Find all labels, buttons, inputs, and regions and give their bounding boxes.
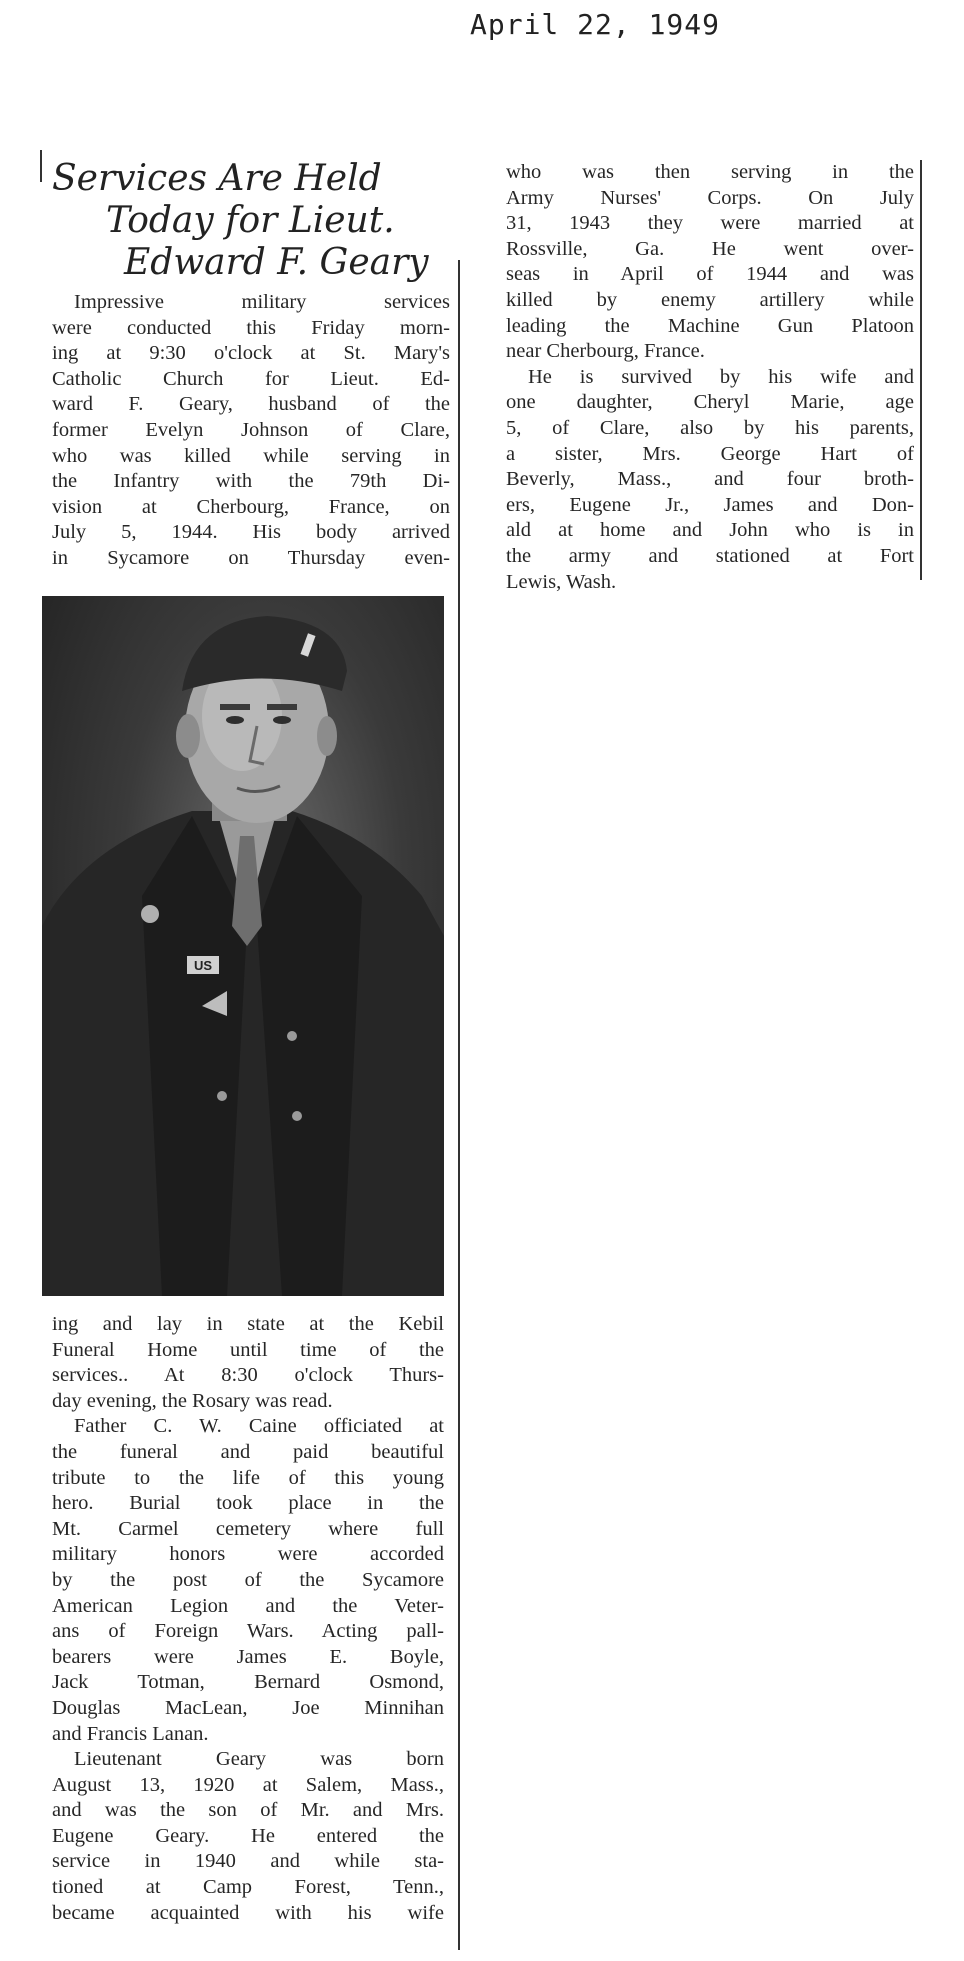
article-text-line: ers, Eugene Jr., James and Don- xyxy=(506,493,914,516)
date-stamp: April 22, 1949 xyxy=(470,8,721,41)
article-text-line: Douglas MacLean, Joe Minnihan xyxy=(52,1696,444,1719)
article-text-line: 31, 1943 they were married at xyxy=(506,212,914,235)
article-text-line: a sister, Mrs. George Hart of xyxy=(506,442,914,465)
article-text-line: August 13, 1920 at Salem, Mass., xyxy=(52,1773,444,1796)
article-text-line: Lieutenant Geary was born xyxy=(74,1748,444,1771)
article-text-line: ald at home and John who is in xyxy=(506,519,914,542)
article-text-line: ans of Foreign Wars. Acting pall- xyxy=(52,1620,444,1643)
headline xyxy=(48,158,458,284)
article-text-line: by the post of the Sycamore xyxy=(52,1568,444,1591)
article-text-line: tribute to the life of this young xyxy=(52,1466,444,1489)
collar-insignia-text: US xyxy=(193,958,213,973)
article-text-line: Mt. Carmel cemetery where full xyxy=(52,1517,444,1540)
article-text-line: ing and lay in state at the Kebil xyxy=(52,1313,444,1335)
article-column-right xyxy=(506,160,914,595)
article-text-line: the Infantry with the 79th Di- xyxy=(52,470,450,493)
column-rule-left-edge xyxy=(40,150,42,182)
article-text-line: July 5, 1944. His body arrived xyxy=(52,521,450,544)
article-text-line: Catholic Church for Lieut. Ed- xyxy=(52,367,450,390)
article-text-line: one daughter, Cheryl Marie, age xyxy=(506,391,914,414)
article-text-line: and was the son of Mr. and Mrs. xyxy=(52,1799,444,1822)
article-text-line: Rossville, Ga. He went over- xyxy=(506,237,914,260)
article-text-line: American Legion and the Veter- xyxy=(52,1594,444,1617)
article-text-line: were conducted this Friday morn- xyxy=(52,316,450,339)
article-text-line: Eugene Geary. He entered the xyxy=(52,1824,444,1847)
article-text-line: became acquainted with his wife xyxy=(52,1901,444,1924)
article-text-line: Beverly, Mass., and four broth- xyxy=(506,468,914,491)
article-text-line: Funeral Home until time of the xyxy=(52,1338,444,1361)
article-text-line: 5, of Clare, also by his parents, xyxy=(506,416,914,439)
article-text-line: bearers were James E. Boyle, xyxy=(52,1645,444,1668)
article-text-line: ing at 9:30 o'clock at St. Mary's xyxy=(52,342,450,365)
article-text-line: who was killed while serving in xyxy=(52,444,450,467)
article-text-line: tioned at Camp Forest, Tenn., xyxy=(52,1876,444,1899)
article-text-line: who was then serving in the xyxy=(506,161,914,183)
article-text-line: killed by enemy artillery while xyxy=(506,288,914,311)
soldier-portrait-illustration xyxy=(42,596,444,1296)
article-column-left-top xyxy=(52,290,450,572)
headline-line-2: Today for Lieut. xyxy=(106,200,395,241)
article-text-line: Army Nurses' Corps. On July xyxy=(506,186,914,209)
article-text-line: Jack Totman, Bernard Osmond, xyxy=(52,1671,444,1694)
article-text-line: Lewis, Wash. xyxy=(506,570,617,593)
article-text-line: services.. At 8:30 o'clock Thurs- xyxy=(52,1364,444,1387)
article-text-line: service in 1940 and while sta- xyxy=(52,1850,444,1873)
headline-line-3: Edward F. Geary xyxy=(124,242,429,283)
article-column-left-bottom xyxy=(52,1312,444,1926)
article-text-line: the army and stationed at Fort xyxy=(506,544,914,567)
article-text-line: leading the Machine Gun Platoon xyxy=(506,314,914,337)
article-text-line: Father C. W. Caine officiated at xyxy=(74,1415,444,1438)
portrait-photo xyxy=(42,596,444,1296)
article-text-line: vision at Cherbourg, France, on xyxy=(52,495,450,518)
article-text-line: military honors were accorded xyxy=(52,1543,444,1566)
article-text-line: He is survived by his wife and xyxy=(528,365,914,388)
article-text-line: former Evelyn Johnson of Clare, xyxy=(52,418,450,441)
column-rule-center xyxy=(458,260,460,1950)
article-text-line: Impressive military services xyxy=(74,291,450,313)
article-text-line: near Cherbourg, France. xyxy=(506,340,705,363)
article-text-line: the funeral and paid beautiful xyxy=(52,1440,444,1463)
article-text-line: hero. Burial took place in the xyxy=(52,1492,444,1515)
article-text-line: day evening, the Rosary was read. xyxy=(52,1389,333,1412)
column-rule-right-edge xyxy=(920,160,922,580)
headline-line-1: Services Are Held xyxy=(52,158,382,199)
article-text-line: seas in April of 1944 and was xyxy=(506,263,914,286)
article-text-line: and Francis Lanan. xyxy=(52,1722,209,1745)
article-text-line: ward F. Geary, husband of the xyxy=(52,393,450,416)
article-text-line: in Sycamore on Thursday even- xyxy=(52,546,450,569)
